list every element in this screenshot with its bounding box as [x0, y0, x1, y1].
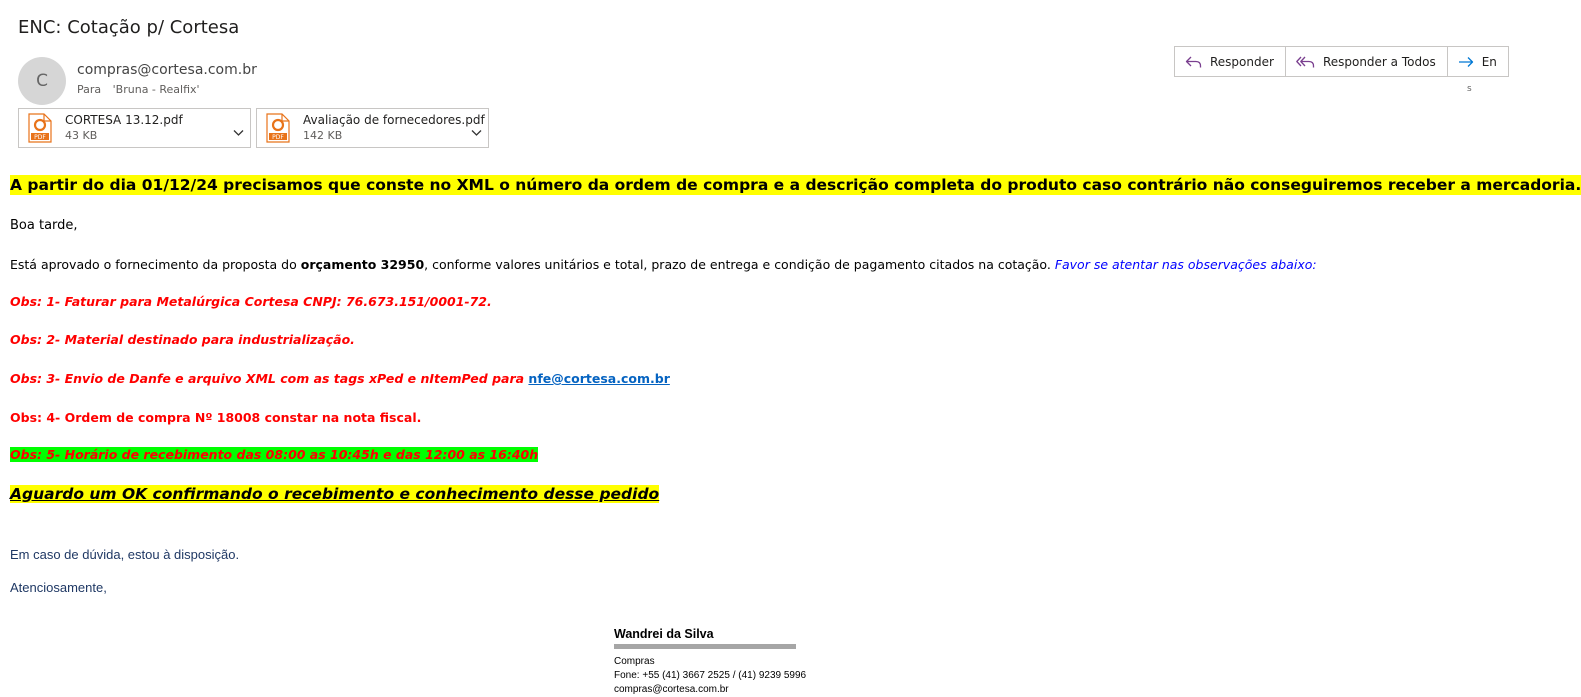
attachment-name: Avaliação de fornecedores.pdf	[303, 113, 485, 127]
attachment-size: 43 KB	[65, 129, 98, 142]
confirmation-request: Aguardo um OK confirmando o recebimento e conhecimento desse pedido	[10, 485, 660, 503]
notice-banner: A partir do dia 01/12/24 precisamos que conste no XML o número da ordem de compra e a descrição completa do produto caso contrário não conseguiremos receber a mercadoria.	[10, 176, 1581, 194]
reply-button[interactable]	[1175, 47, 1286, 76]
attachment-name: CORTESA 13.12.pdf	[65, 113, 183, 127]
sender-avatar[interactable]: C	[18, 57, 66, 105]
regards-line: Atenciosamente,	[10, 580, 107, 595]
forward-icon	[1458, 55, 1474, 69]
reply-icon	[1185, 55, 1202, 69]
attachment-card[interactable]	[256, 108, 489, 148]
svg-text:PDF: PDF	[272, 134, 284, 141]
to-label: Para	[77, 83, 102, 96]
pdf-icon	[266, 113, 290, 143]
recipient-name[interactable]: 'Bruna - Realfix'	[112, 83, 200, 96]
sender-address[interactable]: compras@cortesa.com.br	[77, 62, 257, 78]
signature-phone: Fone: +55 (41) 3667 2525 / (41) 9239 5996	[614, 670, 807, 681]
attachment-card[interactable]	[18, 108, 251, 148]
chevron-down-icon[interactable]	[233, 122, 244, 141]
forward-button[interactable]	[1448, 47, 1509, 76]
email-subject: ENC: Cotação p/ Cortesa	[18, 17, 240, 38]
signature-divider	[614, 644, 796, 649]
signature-department: Compras	[614, 656, 655, 667]
attention-note: Favor se atentar nas observações abaixo:	[1054, 257, 1317, 272]
quote-number: orçamento 32950	[300, 257, 425, 272]
forward-label: En	[1481, 54, 1497, 69]
reply-all-label: Responder a Todos	[1322, 54, 1436, 69]
svg-text:PDF: PDF	[34, 134, 46, 141]
signature-name: Wandrei da Silva	[614, 627, 714, 641]
approval-paragraph: Está aprovado o fornecimento da proposta do orçamento 32950, conforme valores unitários e total, prazo de entrega e condição de pagamento citados na cotação. Favor se atentar nas observações abaixo:	[10, 257, 1317, 272]
action-bar	[1174, 46, 1509, 77]
doubt-line: Em caso de dúvida, estou à disposição.	[10, 547, 240, 562]
signature-email: compras@cortesa.com.br	[614, 684, 729, 695]
reply-label: Responder	[1210, 54, 1274, 69]
attachment-size: 142 KB	[303, 129, 343, 142]
obs-1: Obs: 1- Faturar para Metalúrgica Cortesa CNPJ: 76.673.151/0001-72.	[10, 294, 492, 309]
obs-2: Obs: 2- Material destinado para industrialização.	[10, 332, 355, 347]
reply-all-icon	[1296, 55, 1315, 69]
chevron-down-icon[interactable]	[471, 122, 482, 141]
greeting: Boa tarde,	[10, 218, 78, 233]
nfe-email-link[interactable]: nfe@cortesa.com.br	[528, 371, 670, 386]
truncated-label: s	[1467, 84, 1472, 94]
reply-all-button[interactable]	[1286, 47, 1448, 76]
email-signature	[614, 627, 806, 697]
pdf-icon	[28, 113, 52, 143]
obs-4: Obs: 4- Ordem de compra Nº 18008 constar na nota fiscal.	[10, 410, 422, 425]
obs-3: Obs: 3- Envio de Danfe e arquivo XML com as tags xPed e nItemPed para nfe@cortesa.com.br	[10, 371, 670, 386]
obs-5: Obs: 5- Horário de recebimento das 08:00 as 10:45h e das 12:00 as 16:40h	[10, 447, 539, 462]
recipients-line	[77, 83, 200, 96]
